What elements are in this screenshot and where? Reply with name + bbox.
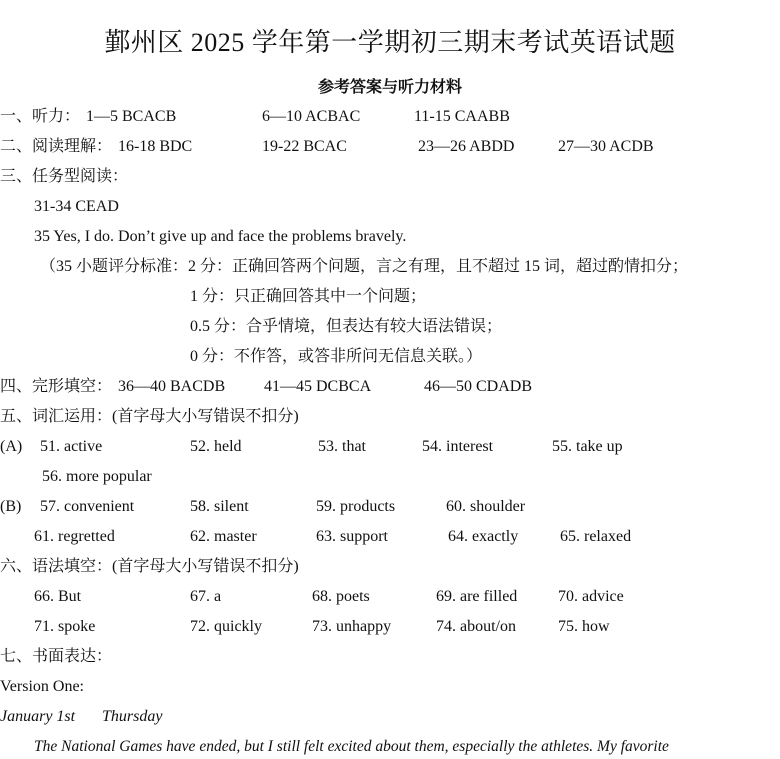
rubric-line: 1 分：只正确回答其中一个问题； <box>190 288 427 305</box>
answer-item: 66. But <box>34 588 82 605</box>
rubric-line: （35 小题评分标准：2 分：正确回答两个问题，言之有理，且不超过 15 词，超过酌情扣分； <box>40 258 689 275</box>
answer-group: 46—50 CDADB <box>424 378 533 395</box>
answer-item: 62. master <box>190 528 257 545</box>
diary-date: January 1st <box>0 708 76 725</box>
answer-item: 53. that <box>318 438 366 455</box>
answer-group: 6—10 ACBAC <box>262 108 361 125</box>
answer-item: 65. relaxed <box>560 528 632 545</box>
answer-item: 67. a <box>190 588 222 605</box>
answer-group: 16-18 BDC <box>118 138 193 155</box>
section-label: 三、任务型阅读： <box>0 168 129 185</box>
section-label: 五、词汇运用：(首字母大小写错误不扣分) <box>0 408 299 425</box>
section-label: 二、阅读理解： <box>0 138 113 155</box>
answer-item: 63. support <box>316 528 388 545</box>
answer-item: 72. quickly <box>190 618 262 635</box>
diary-day: Thursday <box>102 708 163 725</box>
answer-item: 71. spoke <box>34 618 96 635</box>
answer-group: 1—5 BCACB <box>86 108 177 125</box>
answer-item: 55. take up <box>552 438 623 455</box>
answer-item: 73. unhappy <box>312 618 392 635</box>
answer-group: 31-34 CEAD <box>34 198 119 215</box>
answer-text: 35 Yes, I do. Don’t give up and face the problems bravely. <box>34 228 407 245</box>
answer-item: 51. active <box>40 438 103 455</box>
section-label: 一、听力： <box>0 108 81 125</box>
section-label: 四、完形填空： <box>0 378 113 395</box>
answer-group: 11-15 CAABB <box>414 108 510 125</box>
answer-item: 52. held <box>190 438 242 455</box>
answer-item: 74. about/on <box>436 618 516 635</box>
answer-item: 59. products <box>316 498 396 515</box>
answer-item: 56. more popular <box>42 468 152 485</box>
answer-item: 60. shoulder <box>446 498 526 515</box>
answer-item: 57. convenient <box>40 498 135 515</box>
answer-group: 36—40 BACDB <box>118 378 226 395</box>
essay-text: The National Games have ended, but I still felt excited about them, especially the athletes. My favorite <box>34 738 669 755</box>
answer-item: 64. exactly <box>448 528 519 545</box>
answer-group: 19-22 BCAC <box>262 138 347 155</box>
answer-group: 27—30 ACDB <box>558 138 654 155</box>
answer-group: 23—26 ABDD <box>418 138 515 155</box>
answer-item: 54. interest <box>422 438 494 455</box>
section-label: 六、语法填空：(首字母大小写错误不扣分) <box>0 558 299 575</box>
page-subtitle: 参考答案与听力材料 <box>317 79 462 96</box>
answer-item: 68. poets <box>312 588 370 605</box>
answer-item: 70. advice <box>558 588 624 605</box>
answer-item: 69. are filled <box>436 588 518 605</box>
section-label: 七、书面表达： <box>0 648 113 665</box>
part-label: (A) <box>0 438 23 455</box>
rubric-line: 0 分：不作答，或答非所问无信息关联。） <box>190 348 483 365</box>
page-title: 鄞州区 2025 学年第一学期初三期末考试英语试题 <box>104 28 676 57</box>
rubric-line: 0.5 分：合乎情境，但表达有较大语法错误； <box>190 318 503 335</box>
part-label: (B) <box>0 498 22 515</box>
version-label: Version One: <box>0 678 84 695</box>
answer-item: 75. how <box>558 618 610 635</box>
answer-group: 41—45 DCBCA <box>264 378 372 395</box>
answer-item: 58. silent <box>190 498 249 515</box>
answer-item: 61. regretted <box>34 528 115 545</box>
